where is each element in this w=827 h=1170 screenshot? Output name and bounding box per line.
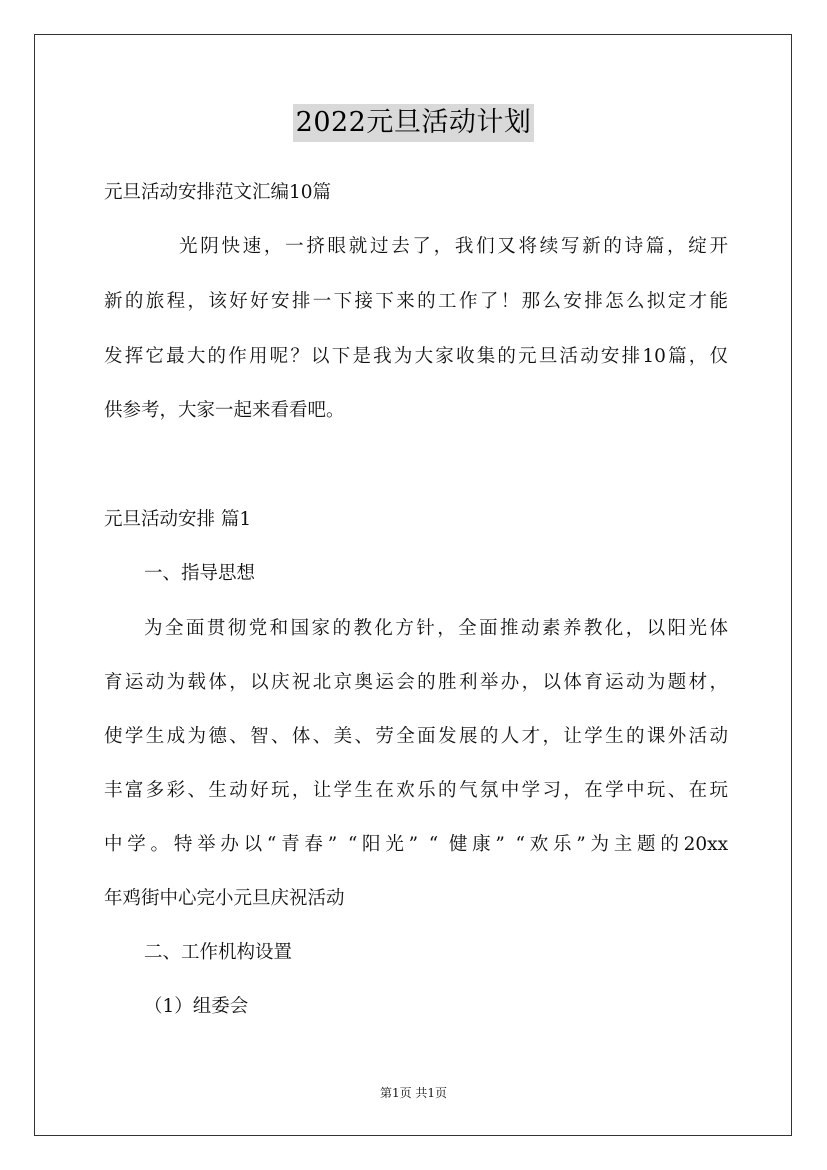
- part2-subheading: （1）组委会: [144, 996, 249, 1017]
- part1-heading: 一、指导思想: [144, 563, 256, 584]
- body-line: 为全面贯彻党和国家的教化方针，全面推动素养教化，以阳光体: [144, 618, 728, 639]
- body-line: 丰富多彩、生动好玩，让学生在欢乐的气氛中学习，在学中玩、在玩: [104, 780, 728, 801]
- intro-line: 光阴快速，一挤眼就过去了，我们又将续写新的诗篇，绽开: [179, 236, 728, 257]
- section-heading: 元旦活动安排 篇1: [104, 509, 252, 530]
- body-line: 使学生成为德、智、体、美、劳全面发展的人才，让学生的课外活动: [104, 726, 728, 747]
- document-title: 2022元旦活动计划: [293, 104, 535, 142]
- body-line: 年鸡街中心完小元旦庆祝活动: [104, 888, 345, 909]
- body-line: 中学。特举办以“青春” “阳光” “ 健康” “欢乐”为主题的20xx: [104, 834, 728, 855]
- part2-heading: 二、工作机构设置: [144, 942, 293, 963]
- intro-line: 发挥它最大的作用呢？以下是我为大家收集的元旦活动安排10篇，仅: [104, 346, 728, 367]
- intro-line: 供参考，大家一起来看看吧。: [104, 400, 345, 421]
- page-footer: [0, 1085, 827, 1101]
- document-subtitle: 元旦活动安排范文汇编10篇: [104, 182, 332, 203]
- intro-line: 新的旅程，该好好安排一下接下来的工作了！那么安排怎么拟定才能: [104, 291, 728, 312]
- body-line: 育运动为载体，以庆祝北京奥运会的胜利举办，以体育运动为题材，: [104, 672, 728, 693]
- title-block: [0, 104, 827, 142]
- page-number: 第1页 共1页: [379, 1086, 448, 1100]
